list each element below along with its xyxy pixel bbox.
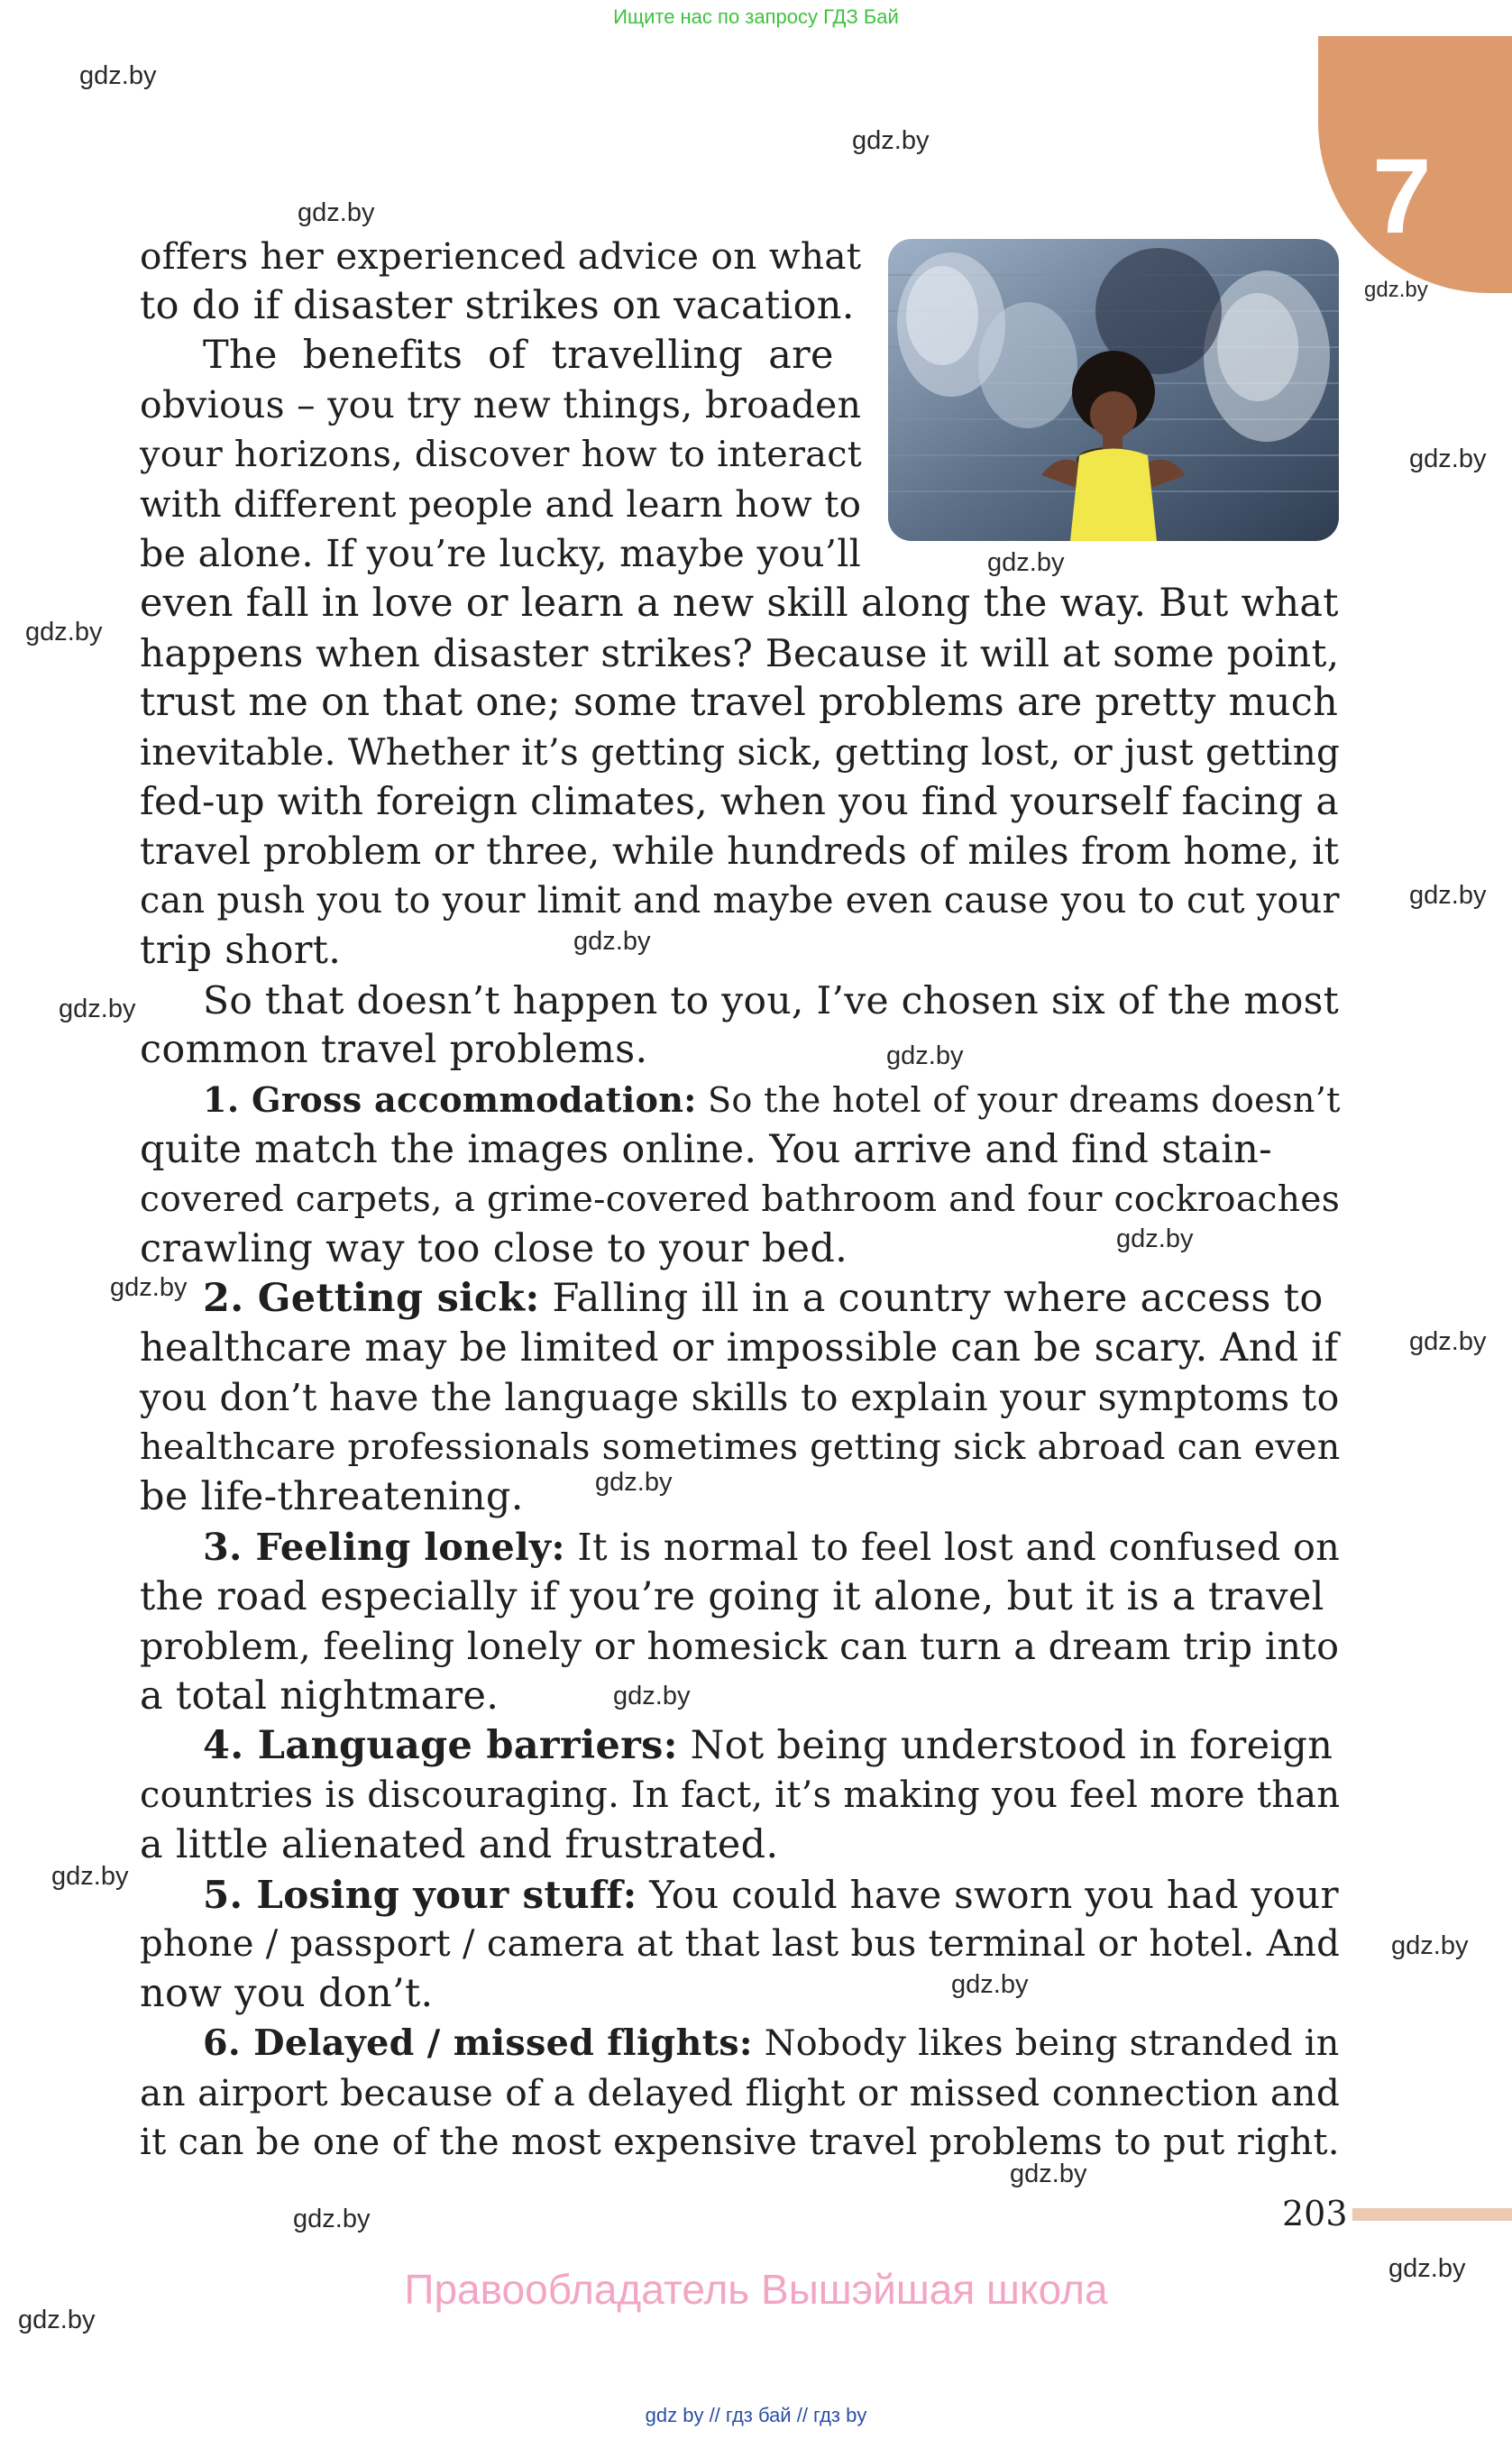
problem-title: 2. Getting sick: — [203, 1276, 540, 1321]
text-line: obvious – you try new things, broaden — [140, 383, 862, 426]
text-line: to do if disaster strikes on vacation. — [140, 283, 855, 328]
text-line: fed-up with foreign climates, when you find yourself facing a — [140, 780, 1340, 824]
watermark: gdz.by — [1364, 278, 1428, 302]
text-line: countries is discouraging. In fact, it’s making you feel more than — [140, 1774, 1341, 1816]
watermark: gdz.by — [1116, 1224, 1194, 1253]
watermark: gdz.by — [25, 618, 103, 646]
problem-title: 4. Language barriers: — [203, 1723, 678, 1768]
text-line: It is normal to feel lost and confused on — [564, 1526, 1341, 1569]
problem-title: 6. Delayed / missed flights: — [203, 2022, 753, 2064]
text-line: healthcare may be limited or impossible can be scary. And if — [140, 1325, 1339, 1371]
problem-3 — [140, 1522, 1339, 1573]
article-text-body — [140, 579, 1339, 2168]
problem-title: 5. Losing your stuff: — [203, 1873, 637, 1917]
watermark: gdz.by — [1409, 1327, 1487, 1356]
problem-1 — [140, 1075, 1339, 1125]
watermark: gdz.by — [1391, 1931, 1469, 1960]
text-line: problem, feeling lonely or homesick can turn a dream trip into — [140, 1625, 1340, 1668]
text-line: Not being understood in foreign — [677, 1723, 1333, 1768]
problem-title: 3. Feeling lonely: — [203, 1525, 565, 1569]
watermark: gdz.by — [595, 1468, 673, 1497]
text-line: So that doesn’t happen to you, I’ve chosen six of the most — [203, 978, 1340, 1022]
text-line: happens when disaster strikes? Because it will at some point, — [140, 631, 1340, 675]
watermark: gdz.by — [886, 1041, 964, 1070]
text-line: trip short. — [140, 928, 342, 973]
text-line: can push you to your limit and maybe even cause you to cut your — [140, 880, 1340, 922]
footer-links[interactable]: gdz by // гдз бай // гдз by — [645, 2404, 867, 2426]
watermark: gdz.by — [1409, 445, 1487, 473]
watermark: gdz.by — [987, 548, 1065, 577]
text-line: So the hotel of your dreams doesn’t — [696, 1080, 1341, 1120]
article-photo — [888, 239, 1339, 541]
top-banner[interactable]: Ищите нас по запросу ГДЗ Бай — [613, 5, 899, 28]
text-line: quite match the images online. You arrive and find stain- — [140, 1127, 1272, 1172]
text-line: crawling way too close to your bed. — [140, 1226, 848, 1271]
watermark: gdz.by — [18, 2306, 96, 2334]
problem-6 — [140, 2019, 1339, 2068]
text-line: trust me on that one; some travel problems are pretty much — [140, 680, 1339, 725]
text-line: covered carpets, a grime-covered bathroom and four cockroaches — [140, 1179, 1341, 1220]
copyright-holder: Правообладатель Вышэйшая школа — [404, 2266, 1108, 2313]
text-line: inevitable. Whether it’s getting sick, getting lost, or just getting — [140, 730, 1341, 774]
text-line: an airport because of a delayed flight or missed connection and — [140, 2071, 1341, 2114]
watermark: gdz.by — [79, 61, 157, 90]
text-line: Nobody likes being stranded in — [752, 2022, 1340, 2064]
text-line: be life-threatening. — [140, 1474, 524, 1519]
text-line: a total nightmare. — [140, 1673, 499, 1719]
article-text-top — [140, 232, 861, 579]
watermark: gdz.by — [59, 995, 136, 1023]
text-line: with different people and learn how to — [140, 483, 862, 526]
text-line: a little alienated and frustrated. — [140, 1822, 779, 1867]
problem-2 — [140, 1274, 1339, 1324]
watermark: gdz.by — [573, 927, 651, 956]
watermark: gdz.by — [293, 2205, 371, 2233]
watermark: gdz.by — [1388, 2254, 1466, 2283]
text-line: healthcare professionals sometimes getting sick abroad can even — [140, 1426, 1341, 1468]
text-line: common travel problems. — [140, 1027, 648, 1072]
problem-4 — [140, 1721, 1339, 1771]
text-line: You could have sworn you had your — [637, 1873, 1339, 1917]
text-line: The benefits of travelling are — [203, 333, 834, 378]
watermark: gdz.by — [852, 126, 930, 155]
text-line: your horizons, discover how to interact — [140, 434, 863, 475]
watermark: gdz.by — [298, 198, 375, 227]
text-line: it can be one of the most expensive travel problems to put right. — [140, 2122, 1340, 2163]
problem-5 — [140, 1870, 1339, 1920]
text-line: you don’t have the language skills to explain your symptoms to — [140, 1376, 1340, 1419]
text-line: be alone. If you’re lucky, maybe you’ll — [140, 532, 862, 575]
text-line: offers her experienced advice on what — [140, 234, 862, 278]
watermark: gdz.by — [110, 1273, 188, 1302]
watermark: gdz.by — [951, 1970, 1029, 1999]
watermark: gdz.by — [1010, 2159, 1087, 2188]
watermark: gdz.by — [51, 1862, 129, 1891]
text-line: phone / passport / camera at that last bus terminal or hotel. And — [140, 1923, 1341, 1965]
watermark: gdz.by — [613, 1682, 691, 1710]
page-bar — [1352, 2208, 1512, 2221]
page-number: 203 — [1282, 2194, 1348, 2233]
text-line: even fall in love or learn a new skill along the way. But what — [140, 581, 1339, 626]
watermark: gdz.by — [1409, 881, 1487, 910]
text-line: Falling ill in a country where access to — [539, 1276, 1324, 1321]
text-line: now you don’t. — [140, 1971, 434, 2016]
text-line: travel problem or three, while hundreds of miles from home, it — [140, 830, 1340, 873]
problem-title: 1. Gross accommodation: — [203, 1079, 697, 1120]
chapter-number: 7 — [1372, 137, 1432, 256]
text-line: the road especially if you’re going it alone, but it is a travel — [140, 1574, 1324, 1619]
